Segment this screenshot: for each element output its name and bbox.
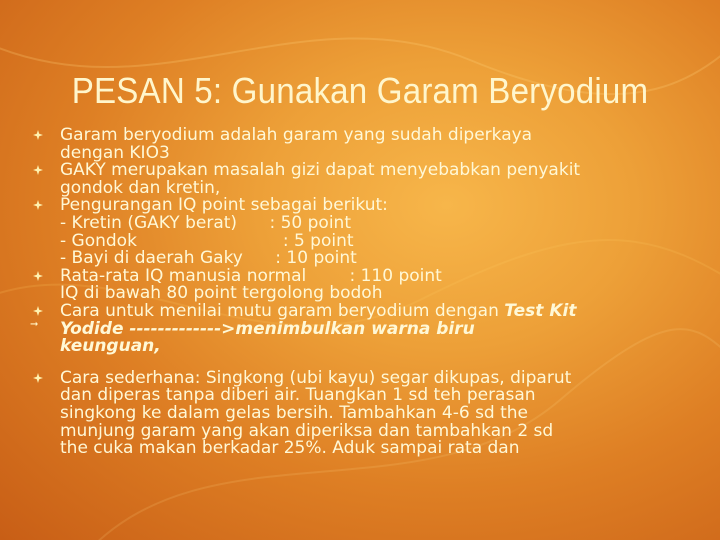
list-item <box>36 127 716 162</box>
item-line: Cara sederhana: Singkong (ubi kayu) segar dikupas, diparut <box>60 367 572 388</box>
item-line: dengan KIO3 <box>60 142 170 163</box>
item-line-bold: keunguan, <box>60 336 161 357</box>
item-line: dan diperas tanpa diberi air. Tuangkan 1 sd teh perasan <box>60 385 536 406</box>
item-line <box>60 300 716 321</box>
bullet-icon <box>33 271 43 281</box>
arrow-icon: ➞ <box>30 318 39 330</box>
sub-line-bayi: - Bayi di daerah Gaky : 10 point <box>60 248 357 269</box>
item-line: IQ di bawah 80 point tergolong bodoh <box>60 283 383 304</box>
bullet-icon <box>33 200 43 210</box>
item-line-bold: Yodide ------------->menimbulkan warna biru <box>60 318 475 339</box>
item-line-plain: Cara untuk menilai mutu garam beryodium dengan <box>60 300 505 321</box>
item-line: munjung garam yang akan diperiksa dan tambahkan 2 sd <box>60 420 554 441</box>
bullet-icon <box>33 373 43 383</box>
item-line: gondok dan kretin, <box>60 177 221 198</box>
slide-title: PESAN 5: Gunakan Garam Beryodium <box>71 70 649 111</box>
slide-body <box>30 125 716 459</box>
item-line: Rata-rata IQ manusia normal : 110 point <box>60 265 442 286</box>
item-line: the cuka makan berkadar 25%. Aduk sampai rata dan <box>60 438 520 459</box>
item-line: GAKY merupakan masalah gizi dapat menyebabkan penyakit <box>60 160 581 181</box>
list-item <box>36 162 716 197</box>
sub-line-kretin: - Kretin (GAKY berat) : 50 point <box>60 212 351 233</box>
list-item <box>36 367 716 459</box>
item-line: Pengurangan IQ point sebagai berikut: <box>60 195 388 216</box>
list-item <box>30 300 716 357</box>
sub-line-gondok: - Gondok : 5 point <box>60 230 354 251</box>
bullet-icon <box>33 130 43 140</box>
item-line: singkong ke dalam gelas bersih. Tambahkan 4-6 sd the <box>60 402 529 423</box>
list-item <box>36 265 716 304</box>
bullet-icon <box>33 165 43 175</box>
bullet-icon <box>33 306 43 316</box>
item-line: Garam beryodium adalah garam yang sudah diperkaya <box>60 125 533 145</box>
item-line-bold: Test Kit <box>504 300 577 321</box>
list-item <box>36 197 716 267</box>
